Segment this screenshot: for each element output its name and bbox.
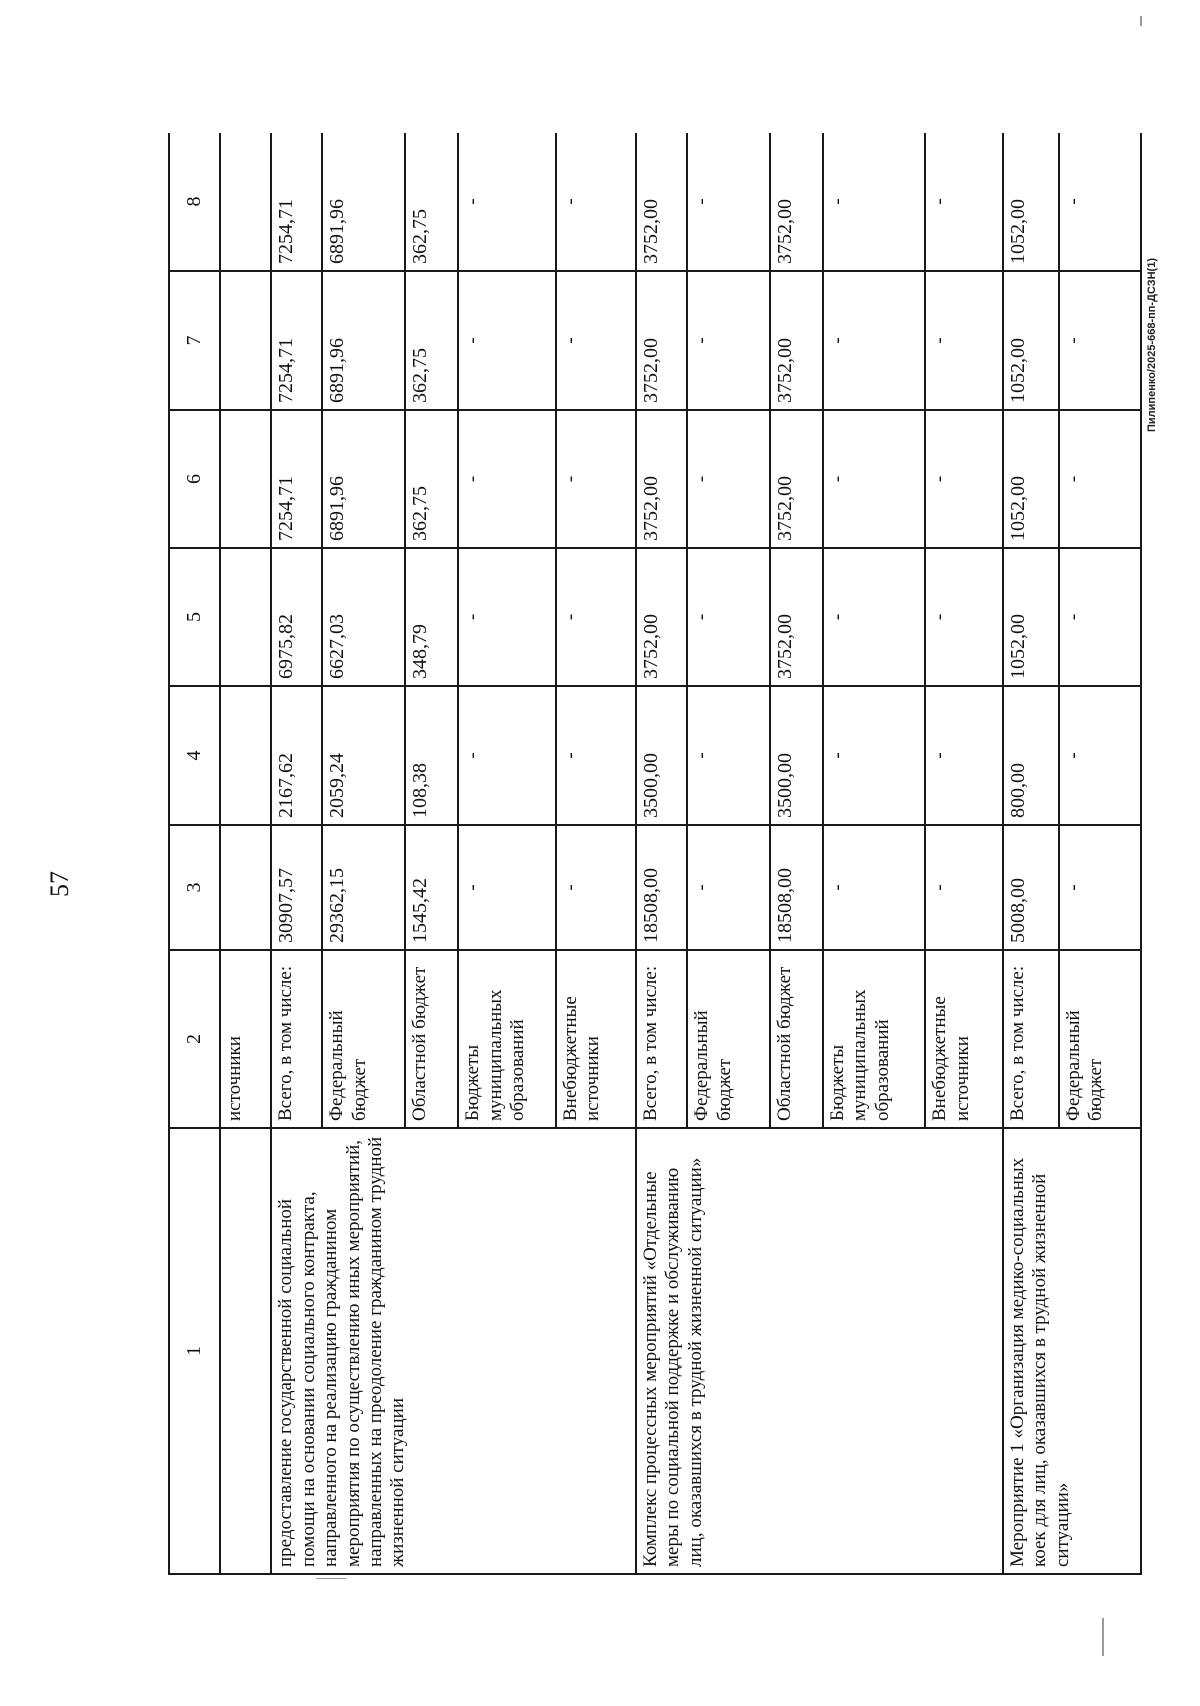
- value-cell: -: [823, 133, 925, 271]
- value-cell: 6975,82: [271, 548, 322, 686]
- document-id: [1144, 235, 1160, 455]
- value-cell: -: [1059, 410, 1141, 548]
- value-cell: 6891,96: [322, 410, 404, 548]
- value-cell: 30907,57: [271, 825, 322, 950]
- value-cell: 3752,00: [770, 271, 823, 410]
- scan-edge-mark-stub: [316, 1578, 346, 1579]
- column-number: 4: [169, 686, 220, 825]
- value-cell: 2059,24: [322, 686, 404, 825]
- value-cell: 1052,00: [1003, 271, 1059, 410]
- empty-cell: [220, 410, 271, 548]
- value-cell: -: [1059, 686, 1141, 825]
- value-cell: 3752,00: [770, 133, 823, 271]
- empty-cell: [220, 133, 271, 271]
- value-cell: 1052,00: [1003, 410, 1059, 548]
- source-cell: Бюджеты муниципальных образований: [823, 950, 925, 1128]
- value-cell: -: [823, 686, 925, 825]
- value-cell: -: [687, 410, 769, 548]
- value-cell: 1545,42: [405, 825, 458, 950]
- budget-table: [168, 133, 1142, 1575]
- value-cell: -: [458, 133, 556, 271]
- empty-cell: [220, 686, 271, 825]
- value-cell: -: [1059, 825, 1141, 950]
- value-cell: -: [458, 271, 556, 410]
- value-cell: -: [925, 825, 1003, 950]
- value-cell: 1052,00: [1003, 548, 1059, 686]
- value-cell: -: [823, 410, 925, 548]
- scan-edge-mark-top: [1140, 16, 1142, 26]
- column-number: 1: [169, 1128, 220, 1574]
- continuation-source-cell: источники: [220, 950, 271, 1128]
- table-row: [636, 133, 687, 1574]
- scan-edge-mark-bottom: [1102, 1618, 1104, 1656]
- column-number: 7: [169, 271, 220, 410]
- value-cell: -: [556, 686, 636, 825]
- value-cell: -: [823, 548, 925, 686]
- budget-table-container: [168, 133, 1142, 1575]
- value-cell: 3752,00: [636, 548, 687, 686]
- value-cell: 18508,00: [770, 825, 823, 950]
- value-cell: 800,00: [1003, 686, 1059, 825]
- value-cell: 362,75: [405, 133, 458, 271]
- value-cell: 2167,62: [271, 686, 322, 825]
- empty-cell: [220, 825, 271, 950]
- source-cell: Федеральный бюджет: [322, 950, 404, 1128]
- source-cell: Всего, в том числе:: [271, 950, 322, 1128]
- continuation-row: [220, 133, 271, 1574]
- value-cell: 3752,00: [636, 410, 687, 548]
- value-cell: 3752,00: [770, 410, 823, 548]
- value-cell: 7254,71: [271, 410, 322, 548]
- value-cell: 362,75: [405, 410, 458, 548]
- value-cell: 3752,00: [770, 548, 823, 686]
- value-cell: 6891,96: [322, 133, 404, 271]
- value-cell: -: [556, 271, 636, 410]
- value-cell: -: [687, 825, 769, 950]
- source-cell: Областной бюджет: [770, 950, 823, 1128]
- source-cell: Внебюджетные источники: [925, 950, 1003, 1128]
- source-cell: Всего, в том числе:: [1003, 950, 1059, 1128]
- value-cell: -: [687, 133, 769, 271]
- value-cell: -: [823, 271, 925, 410]
- value-cell: 6627,03: [322, 548, 404, 686]
- value-cell: -: [458, 825, 556, 950]
- activity-name-cell: Комплекс процессных мероприятий «Отдельные меры по социальной поддержке и обслуживанию лиц, оказавшихся в трудной жизненной ситуации»: [636, 1128, 1003, 1574]
- value-cell: 362,75: [405, 271, 458, 410]
- column-number: 6: [169, 410, 220, 548]
- value-cell: -: [925, 133, 1003, 271]
- value-cell: -: [556, 410, 636, 548]
- value-cell: 3752,00: [636, 271, 687, 410]
- value-cell: 5008,00: [1003, 825, 1059, 950]
- column-number: 8: [169, 133, 220, 271]
- value-cell: -: [925, 410, 1003, 548]
- value-cell: 3500,00: [770, 686, 823, 825]
- value-cell: 7254,71: [271, 271, 322, 410]
- activity-name-cell: предоставление государственной социальной помощи на основании социального контракта, направленного на реализацию гражданином мероприятия по осуществлению иных мероприятий, направленных на преодоление гражданином трудной жизненной ситуации: [271, 1128, 636, 1574]
- source-cell: Федеральный бюджет: [687, 950, 769, 1128]
- column-number: 5: [169, 548, 220, 686]
- value-cell: 6891,96: [322, 271, 404, 410]
- empty-cell: [220, 271, 271, 410]
- value-cell: -: [1059, 271, 1141, 410]
- value-cell: -: [687, 686, 769, 825]
- continuation-name-cell: [220, 1128, 271, 1574]
- value-cell: -: [687, 548, 769, 686]
- value-cell: 7254,71: [271, 133, 322, 271]
- source-cell: Внебюджетные источники: [556, 950, 636, 1128]
- value-cell: 1052,00: [1003, 133, 1059, 271]
- source-cell: Областной бюджет: [405, 950, 458, 1128]
- empty-cell: [220, 548, 271, 686]
- value-cell: 3500,00: [636, 686, 687, 825]
- value-cell: -: [556, 825, 636, 950]
- table-row: [1003, 133, 1059, 1574]
- value-cell: 108,38: [405, 686, 458, 825]
- value-cell: -: [823, 825, 925, 950]
- source-cell: Федеральный бюджет: [1059, 950, 1141, 1128]
- value-cell: -: [556, 548, 636, 686]
- column-number: 2: [169, 950, 220, 1128]
- value-cell: -: [1059, 133, 1141, 271]
- value-cell: -: [925, 271, 1003, 410]
- value-cell: 3752,00: [636, 133, 687, 271]
- column-number: 3: [169, 825, 220, 950]
- document-id-text: Пилипенко/2025-668-пп-ДСЗН(1): [1146, 258, 1159, 432]
- value-cell: -: [458, 686, 556, 825]
- value-cell: -: [925, 548, 1003, 686]
- value-cell: -: [1059, 548, 1141, 686]
- value-cell: -: [925, 686, 1003, 825]
- source-cell: Всего, в том числе:: [636, 950, 687, 1128]
- table-row: [271, 133, 322, 1574]
- value-cell: -: [687, 271, 769, 410]
- value-cell: 29362,15: [322, 825, 404, 950]
- value-cell: 348,79: [405, 548, 458, 686]
- value-cell: -: [458, 410, 556, 548]
- activity-name-cell: Мероприятие 1 «Организация медико-социальных коек для лиц, оказавшихся в трудной жизненной ситуации»: [1003, 1128, 1141, 1574]
- column-number-row: [169, 133, 220, 1574]
- value-cell: -: [458, 548, 556, 686]
- value-cell: -: [556, 133, 636, 271]
- page-number: 57: [45, 871, 74, 897]
- value-cell: 18508,00: [636, 825, 687, 950]
- source-cell: Бюджеты муниципальных образований: [458, 950, 556, 1128]
